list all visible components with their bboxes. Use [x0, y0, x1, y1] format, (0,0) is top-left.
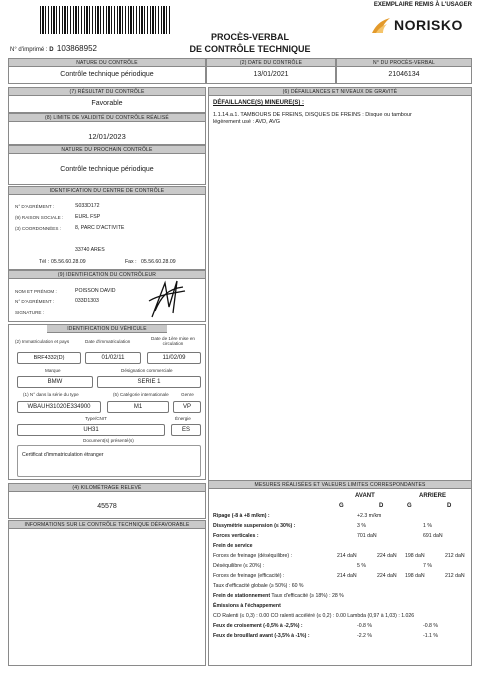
first-reg-value: 01/02/11: [85, 352, 141, 364]
measure-label: Frein de service: [213, 543, 253, 549]
info-box: [8, 520, 206, 666]
type-value: UH31: [17, 424, 165, 436]
measure-value: -1.1 %: [423, 633, 438, 639]
centre-fax: 05.56.60.28.09: [141, 259, 176, 265]
brand-name: NORISKO: [394, 17, 463, 33]
docs-value: Certificat d'immatriculation étranger: [22, 452, 104, 458]
print-value: 103868952: [56, 44, 97, 53]
measure-value: -0.8 %: [357, 623, 372, 629]
next-control-box: [8, 145, 206, 185]
rear-g-label: G: [407, 503, 412, 509]
type-label: Type/CNIT: [85, 416, 107, 421]
measures-header: MESURES RÉALISÉES ET VALEURS LIMITES CORRESPONDANTES: [209, 481, 471, 489]
measure-value: 198 daN: [405, 553, 425, 559]
measure-label: Dissymétrie suspension (≤ 30%) :: [213, 523, 296, 529]
next-control-header: NATURE DU PROCHAIN CONTRÔLE: [9, 146, 205, 154]
measure-value: 691 daN: [423, 533, 443, 539]
first-use-value: 11/02/09: [147, 352, 201, 364]
controller-box: [8, 270, 206, 322]
date-box: [206, 58, 336, 84]
print-letter: D: [49, 47, 54, 53]
signature-scribble: [147, 277, 187, 321]
measure-value: 214 daN: [337, 573, 357, 579]
measure-value: 1 %: [423, 523, 432, 529]
controller-name-label: NOM ET PRÉNOM :: [15, 289, 57, 294]
brand-label: Marque: [45, 368, 61, 373]
measure-value: 212 daN: [445, 573, 465, 579]
pv-number-box: [336, 58, 472, 84]
measure-label: Feux de brouillard avant (-3,5% à -1%) :: [213, 633, 310, 639]
genre-value: VP: [173, 401, 201, 413]
date-value: 13/01/2021: [253, 71, 289, 78]
measure-label: Feux de croisement (-0,5% à -2,5%) :: [213, 623, 303, 629]
validity-header: (8) LIMITE DE VALIDITÉ DU CONTRÔLE RÉALISÉ: [9, 114, 205, 122]
mileage-header: (4) KILOMÉTRAGE RELEVÉ: [9, 484, 205, 492]
model-value: SERIE 1: [97, 376, 201, 388]
measure-label: Taux d'efficacité globale (≥ 50%) : 60 %: [213, 583, 304, 589]
centre-address: 8, PARC D'ACTIVITE: [75, 225, 125, 231]
print-number: [10, 44, 97, 53]
docs-label: Document(s) présenté(s): [83, 438, 134, 443]
measure-value: 701 daN: [357, 533, 377, 539]
controller-agreement: 033D1303: [75, 298, 99, 304]
measure-extra: Taux d'efficacité (≥ 18%) : 28 %: [270, 593, 344, 599]
measure-label: Ripage (-8 à +8 m/km) :: [213, 513, 270, 519]
controller-header: (9) IDENTIFICATION DU CONTRÔLEUR: [9, 271, 205, 279]
print-label: N° d'imprimé :: [10, 47, 48, 53]
measure-label: Déséquilibre (≤ 20%) :: [213, 563, 265, 569]
pv-number-value: 21046134: [388, 71, 420, 78]
centre-agreement-label: N° D'AGRÉMENT :: [15, 204, 55, 209]
first-use-label: Date de 1ère mise en circulation: [151, 336, 195, 346]
barcode: [40, 6, 170, 34]
measure-value: 7 %: [423, 563, 432, 569]
centre-name-label: (9) RAISON SOCIALE :: [15, 215, 64, 220]
measure-value: 224 daN: [377, 553, 397, 559]
measure-label: Forces de freinage (déséquilibre) :: [213, 553, 293, 559]
mileage-box: [8, 483, 206, 519]
brand-value: BMW: [17, 376, 93, 388]
vehicle-box: [8, 324, 206, 480]
measure-value: +2.3 m/km: [357, 513, 382, 519]
result-box: [8, 87, 206, 113]
measure-value: 214 daN: [337, 553, 357, 559]
signature-label: SIGNATURE :: [15, 310, 45, 315]
centre-box: [8, 186, 206, 270]
measure-value: -2.2 %: [357, 633, 372, 639]
immat-label: (2) Immatriculation et pays: [15, 339, 70, 344]
vin-label: (1) N° dans la série du type: [23, 392, 79, 397]
result-value: Favorable: [91, 100, 123, 107]
title-line1: PROCÈS-VERBAL: [210, 32, 289, 42]
nature-header: NATURE DU CONTRÔLE: [9, 59, 205, 67]
info-header: INFORMATIONS SUR LE CONTRÔLE TECHNIQUE DÉFAVORABLE: [9, 521, 205, 529]
category-value: M1: [107, 401, 169, 413]
mileage-value: 45578: [97, 503, 117, 510]
centre-header: IDENTIFICATION DU CENTRE DE CONTRÔLE: [9, 187, 205, 195]
centre-coords-label: (3) COORDONNÉES :: [15, 226, 61, 231]
brand-logo: [370, 14, 470, 36]
energy-label: Énergie: [175, 416, 191, 421]
measures-box: [208, 480, 472, 666]
measure-value: 224 daN: [377, 573, 397, 579]
measure-value: -0.8 %: [423, 623, 438, 629]
front-label: AVANT: [355, 493, 375, 499]
centre-fax-label: Fax :: [125, 259, 137, 265]
centre-city: 33740 ARES: [75, 247, 105, 253]
front-g-label: G: [339, 503, 344, 509]
defects-minor-title: DÉFAILLANCE(S) MINEURE(S) :: [213, 100, 304, 106]
measure-value: 3 %: [357, 523, 366, 529]
measure-value: 5 %: [357, 563, 366, 569]
pv-number-header: N° DU PROCÈS-VERBAL: [337, 59, 471, 67]
vehicle-header: IDENTIFICATION DU VÉHICULE: [47, 325, 167, 333]
genre-label: Genre: [181, 392, 194, 397]
measure-value: 212 daN: [445, 553, 465, 559]
copy-label: EXEMPLAIRE REMIS À L'USAGER: [373, 2, 472, 8]
controller-name: POISSON DAVID: [75, 288, 116, 294]
nature-box: [8, 58, 206, 84]
centre-agreement: S033D172: [75, 203, 100, 209]
validity-value: 12/01/2023: [88, 132, 126, 141]
docs-box: [17, 445, 201, 477]
rear-label: ARRIERE: [419, 493, 447, 499]
measure-label: Frein de stationnement Taux d'efficacité (≥ 18%) : 28 %: [213, 593, 344, 599]
front-d-label: D: [379, 503, 384, 509]
next-control-value: Contrôle technique périodique: [60, 166, 154, 173]
centre-tel-label: Tél :: [39, 259, 50, 265]
measure-value: 198 daN: [405, 573, 425, 579]
defects-header: (6) DÉFAILLANCES ET NIVEAUX DE GRAVITÉ: [209, 88, 471, 96]
validity-box: [8, 113, 206, 145]
defects-line1: 1.1.14.a.1. TAMBOURS DE FREINS, DISQUES DE FREINS : Disque ou tambour: [213, 112, 412, 118]
vin-value: WBAUH31020E334900: [17, 401, 101, 413]
controller-agreement-label: N° D'AGRÉMENT :: [15, 299, 55, 304]
measure-label: CO Ralenti (≤ 0,3) : 0.00 CO ralenti accéléré (≤ 0,2) : 0.00 Lambda (0,97 à 1,03) : 1.026: [213, 613, 415, 619]
title-line2: DE CONTRÔLE TECHNIQUE: [189, 44, 311, 54]
defects-box: [208, 87, 472, 481]
centre-name: EURL FSP: [75, 214, 101, 220]
result-header: (7) RÉSULTAT DU CONTRÔLE: [9, 88, 205, 96]
brand-flame-icon: [370, 15, 392, 35]
category-label: (5) Catégorie internationale: [113, 392, 169, 397]
date-header: (2) DATE DU CONTRÔLE: [207, 59, 335, 67]
first-reg-label: Date d'immatriculation: [85, 339, 131, 344]
centre-tel: 05.56.60.28.09: [51, 259, 86, 265]
measure-label: Forces de freinage (efficacité) :: [213, 573, 285, 579]
measure-label: Émissions à l'échappement: [213, 603, 281, 609]
model-label: Désignation commerciale: [121, 368, 173, 373]
energy-value: ES: [171, 424, 201, 436]
defects-line2: légèrement usé : AVD, AVG: [213, 119, 281, 125]
measure-label: Forces verticales :: [213, 533, 259, 539]
immat-value: BRF4332(D): [17, 352, 81, 364]
rear-d-label: D: [447, 503, 452, 509]
nature-value: Contrôle technique périodique: [60, 71, 154, 78]
